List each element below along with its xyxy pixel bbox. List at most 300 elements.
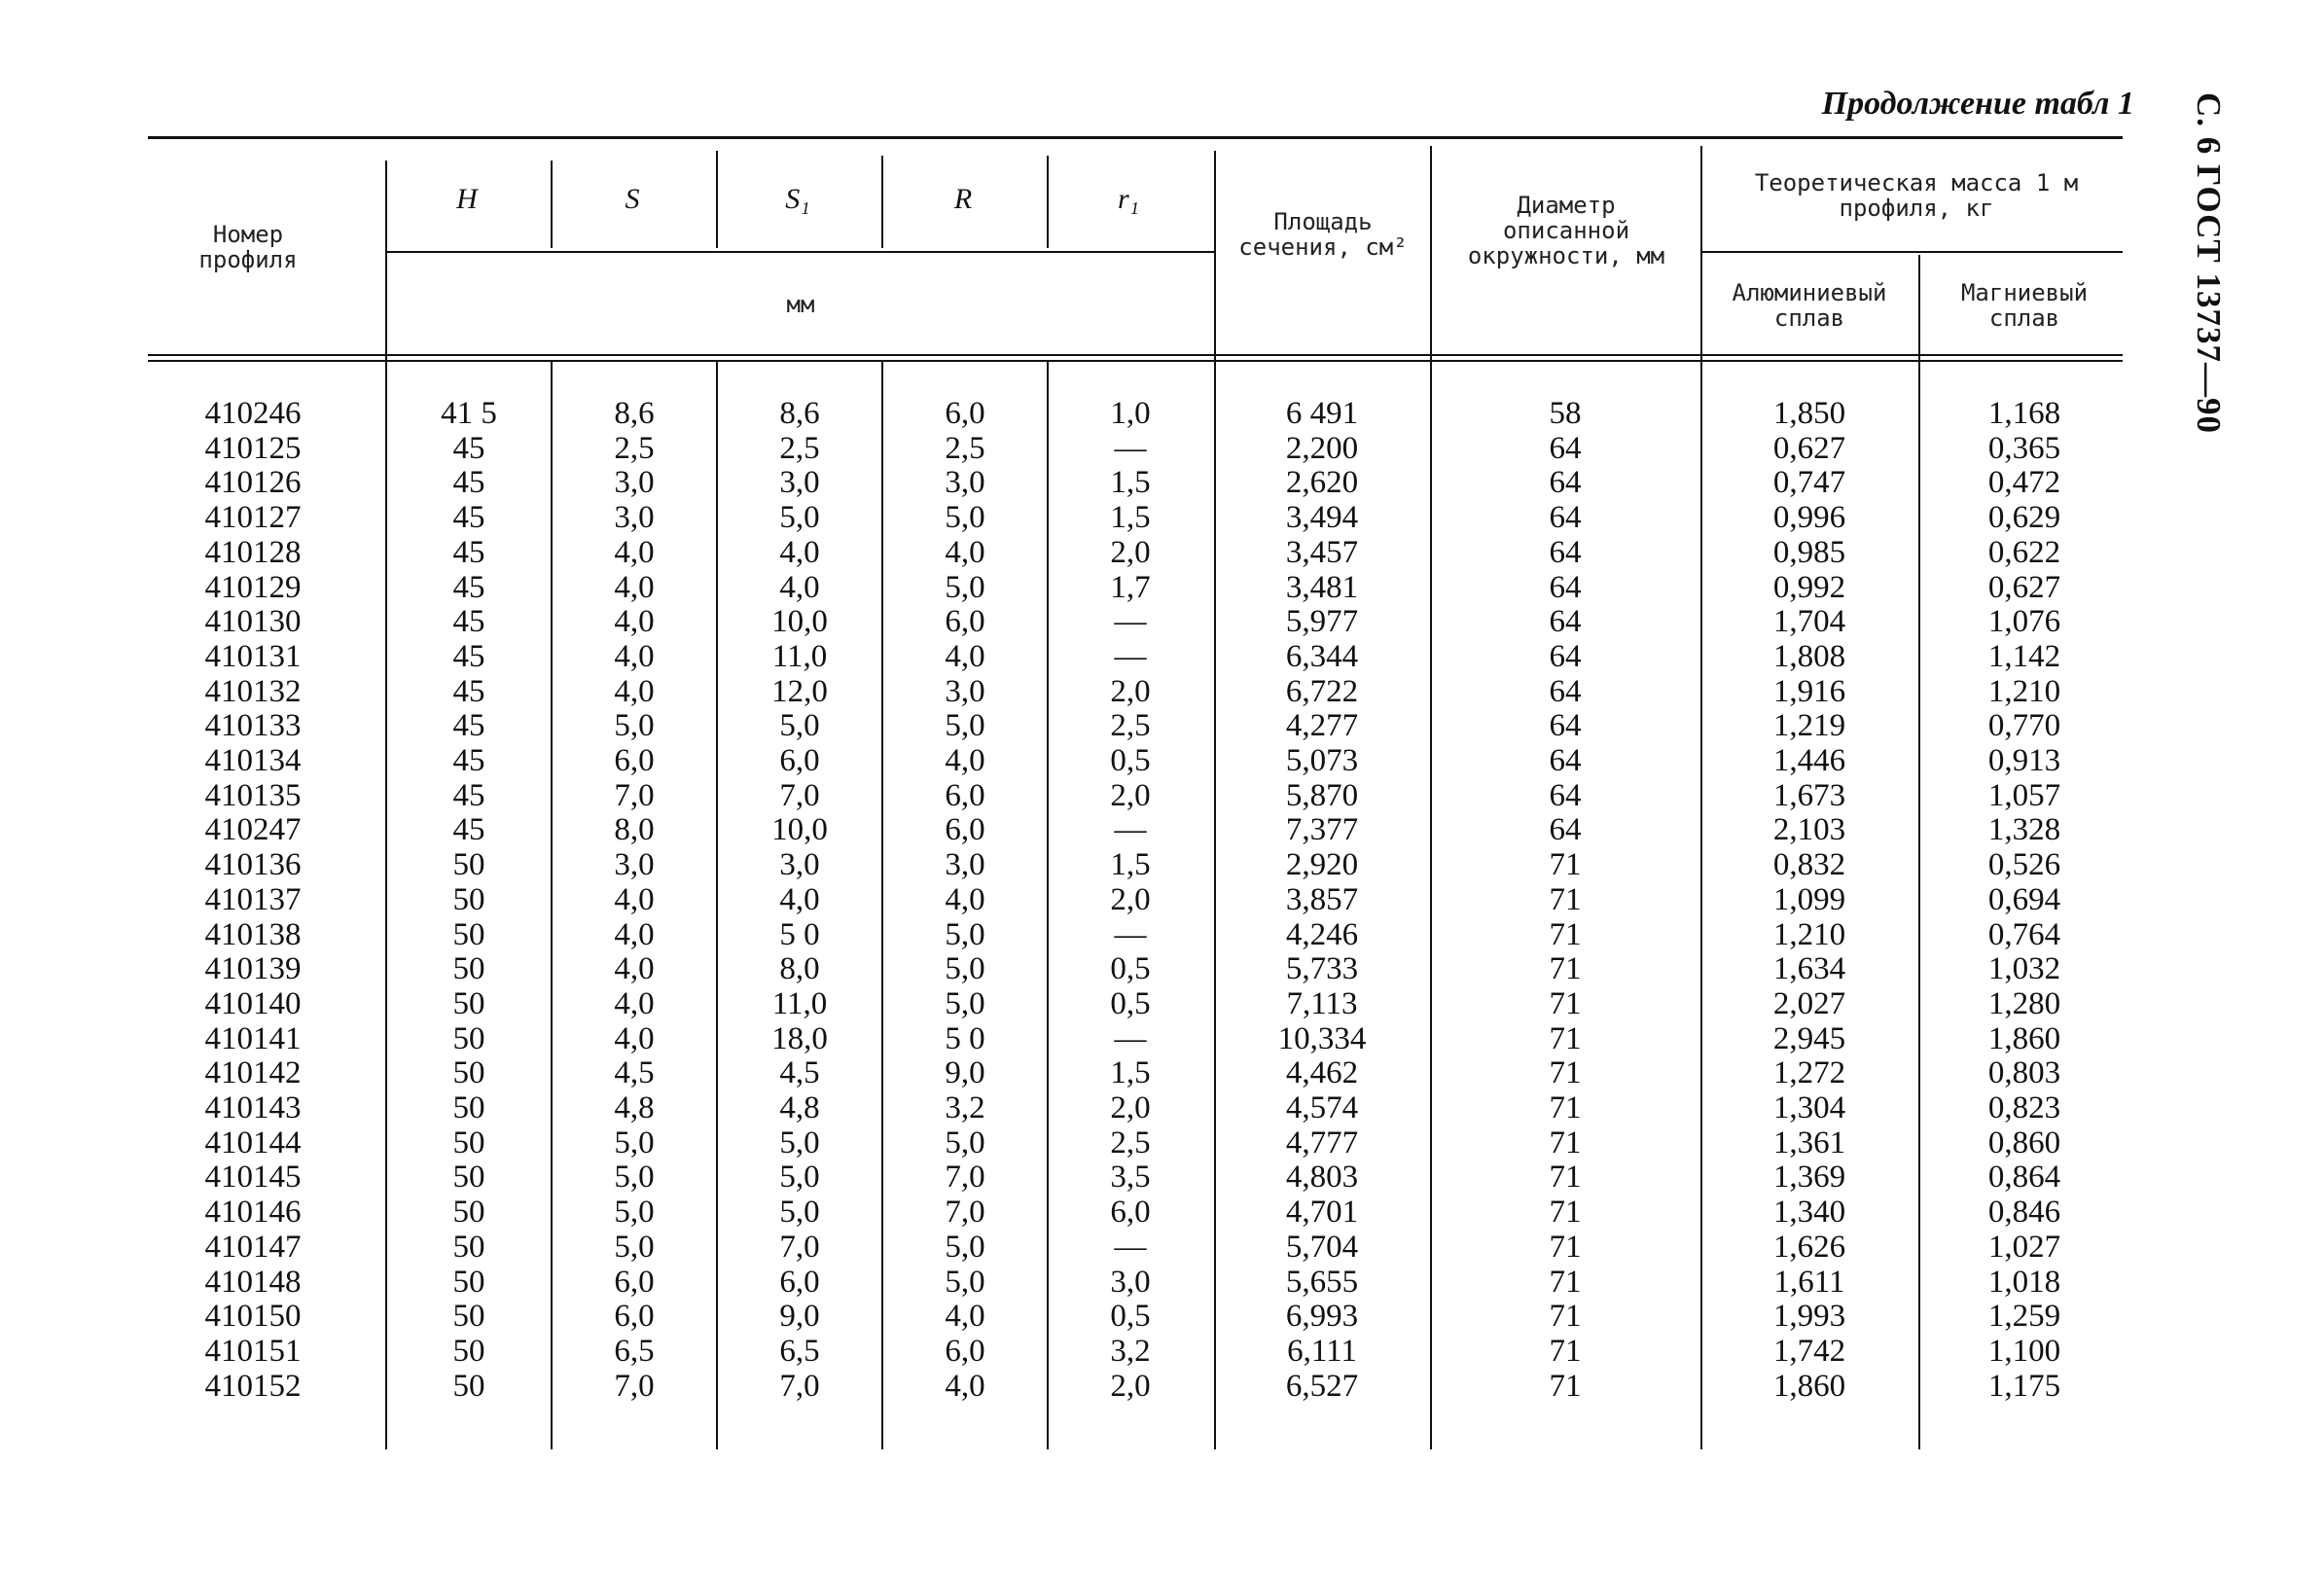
cell-diameter: 64	[1549, 777, 1582, 813]
header-S1: S₁	[785, 183, 810, 215]
cell-S: 3,0	[614, 465, 655, 501]
cell-profile-number: 410141	[204, 1020, 302, 1056]
cell-area: 5,704	[1285, 1229, 1359, 1265]
cell-mass-magnesium: 0,846	[1987, 1195, 2061, 1231]
cell-S: 4,0	[614, 673, 655, 709]
cell-H: 50	[452, 881, 485, 917]
cell-profile-number: 410125	[204, 430, 302, 466]
table-row	[0, 986, 2324, 1021]
cell-area: 5,977	[1285, 604, 1359, 640]
cell-r1: 2,0	[1110, 673, 1151, 709]
cell-area: 7,113	[1286, 985, 1358, 1021]
cell-mass-aluminum: 1,993	[1772, 1299, 1846, 1335]
cell-diameter: 64	[1549, 465, 1582, 501]
cell-mass-magnesium: 1,860	[1987, 1020, 2061, 1056]
cell-R: 3,0	[945, 673, 985, 709]
cell-profile-number: 410128	[204, 534, 302, 570]
header-profile-number: Номер профиля	[198, 221, 298, 273]
cell-S: 3,0	[614, 500, 655, 536]
cell-mass-aluminum: 1,673	[1772, 777, 1846, 813]
cell-diameter: 71	[1549, 1299, 1582, 1335]
cell-R: 5,0	[945, 500, 985, 536]
cell-S1: 6,0	[779, 1264, 820, 1300]
cell-R: 5,0	[945, 916, 985, 952]
table-row	[0, 743, 2324, 778]
cell-mass-aluminum: 1,099	[1772, 881, 1846, 917]
table-top-rule	[148, 136, 2123, 139]
cell-diameter: 71	[1549, 1160, 1582, 1196]
table-row	[0, 847, 2324, 882]
cell-mass-aluminum: 0,832	[1772, 847, 1846, 883]
col-divider-4	[881, 156, 883, 248]
cell-profile-number: 410247	[204, 812, 302, 848]
header-magnesium: Магниевый сплав	[1960, 279, 2089, 332]
cell-R: 3,0	[945, 465, 985, 501]
header-S: S	[625, 183, 640, 215]
cell-H: 50	[452, 1229, 485, 1265]
cell-S: 4,5	[614, 1055, 655, 1091]
cell-area: 2,920	[1285, 847, 1359, 883]
table-continuation-label: Продолжение табл 1	[1821, 86, 2134, 122]
cell-r1: —	[1114, 1020, 1147, 1056]
cell-S: 7,0	[614, 1368, 655, 1404]
cell-diameter: 58	[1549, 396, 1582, 431]
cell-S1: 5,0	[779, 500, 820, 536]
cell-mass-aluminum: 0,996	[1772, 500, 1846, 536]
cell-mass-magnesium: 0,770	[1987, 708, 2061, 744]
cell-S1: 7,0	[779, 1229, 820, 1265]
cell-mass-aluminum: 1,340	[1772, 1195, 1846, 1231]
cell-profile-number: 410146	[204, 1195, 302, 1231]
cell-diameter: 71	[1549, 916, 1582, 952]
cell-R: 4,0	[945, 1368, 985, 1404]
cell-profile-number: 410150	[204, 1299, 302, 1335]
cell-r1: 2,0	[1110, 1368, 1151, 1404]
cell-H: 50	[452, 951, 485, 987]
cell-mass-magnesium: 0,823	[1987, 1090, 2061, 1125]
table-row	[0, 1021, 2324, 1056]
cell-H: 45	[452, 465, 485, 501]
table-row	[0, 951, 2324, 986]
cell-S: 5,0	[614, 1229, 655, 1265]
cell-r1: 1,5	[1110, 847, 1151, 883]
cell-H: 50	[452, 1264, 485, 1300]
cell-mass-magnesium: 0,526	[1987, 847, 2061, 883]
table-row	[0, 1265, 2324, 1300]
table-row	[0, 639, 2324, 674]
cell-R: 6,0	[945, 812, 985, 848]
header-R: R	[953, 183, 973, 215]
header-H: H	[456, 183, 478, 215]
cell-area: 5,870	[1285, 777, 1359, 813]
cell-r1: 3,5	[1110, 1160, 1151, 1196]
cell-S: 4,0	[614, 534, 655, 570]
cell-r1: 0,5	[1110, 985, 1151, 1021]
cell-profile-number: 410152	[204, 1368, 302, 1404]
cell-S1: 3,0	[779, 847, 820, 883]
cell-R: 5 0	[945, 1020, 985, 1056]
cell-H: 50	[452, 1020, 485, 1056]
cell-mass-aluminum: 1,611	[1773, 1264, 1845, 1300]
cell-R: 4,0	[945, 743, 985, 778]
cell-H: 50	[452, 985, 485, 1021]
cell-profile-number: 410136	[204, 847, 302, 883]
cell-r1: 3,2	[1110, 1333, 1151, 1369]
cell-diameter: 71	[1549, 985, 1582, 1021]
cell-diameter: 64	[1549, 743, 1582, 778]
cell-H: 50	[452, 1055, 485, 1091]
cell-diameter: 71	[1549, 951, 1582, 987]
cell-mass-magnesium: 0,365	[1987, 430, 2061, 466]
header-units-mm: мм	[786, 291, 815, 318]
cell-mass-magnesium: 1,168	[1987, 396, 2061, 431]
cell-mass-magnesium: 0,764	[1987, 916, 2061, 952]
cell-area: 5,073	[1285, 743, 1359, 778]
cell-mass-magnesium: 0,803	[1987, 1055, 2061, 1091]
table-row	[0, 778, 2324, 813]
cell-mass-magnesium: 1,328	[1987, 812, 2061, 848]
cell-diameter: 71	[1549, 1229, 1582, 1265]
cell-mass-magnesium: 1,259	[1987, 1299, 2061, 1335]
cell-R: 7,0	[945, 1195, 985, 1231]
cell-r1: 2,0	[1110, 534, 1151, 570]
cell-mass-magnesium: 1,175	[1987, 1368, 2061, 1404]
cell-diameter: 64	[1549, 638, 1582, 674]
cell-diameter: 71	[1549, 1195, 1582, 1231]
cell-diameter: 71	[1549, 847, 1582, 883]
table-row	[0, 882, 2324, 917]
cell-R: 5,0	[945, 569, 985, 605]
cell-H: 50	[452, 916, 485, 952]
cell-r1: —	[1114, 638, 1147, 674]
cell-profile-number: 410151	[204, 1333, 302, 1369]
header-bottom-rule-2	[148, 360, 2123, 362]
cell-r1: 1,0	[1110, 396, 1151, 431]
cell-mass-aluminum: 1,446	[1772, 743, 1846, 778]
cell-area: 4,246	[1285, 916, 1359, 952]
cell-H: 45	[452, 743, 485, 778]
cell-area: 6,722	[1285, 673, 1359, 709]
cell-S: 6,0	[614, 743, 655, 778]
cell-R: 4,0	[945, 1299, 985, 1335]
cell-r1: 2,5	[1110, 708, 1151, 744]
cell-area: 6,344	[1285, 638, 1359, 674]
cell-S1: 8,6	[779, 396, 820, 431]
cell-S: 6,0	[614, 1299, 655, 1335]
cell-S: 4,0	[614, 1020, 655, 1056]
cell-S1: 7,0	[779, 1368, 820, 1404]
cell-S1: 4,0	[779, 881, 820, 917]
cell-mass-magnesium: 1,280	[1987, 985, 2061, 1021]
cell-mass-aluminum: 1,704	[1772, 604, 1846, 640]
cell-H: 50	[452, 1125, 485, 1160]
table-row	[0, 535, 2324, 570]
table-row	[0, 1334, 2324, 1369]
cell-profile-number: 410127	[204, 500, 302, 536]
cell-S1: 4,0	[779, 534, 820, 570]
cell-S: 4,0	[614, 569, 655, 605]
cell-profile-number: 410133	[204, 708, 302, 744]
cell-mass-aluminum: 0,627	[1772, 430, 1846, 466]
cell-mass-aluminum: 2,945	[1772, 1020, 1846, 1056]
cell-H: 45	[452, 430, 485, 466]
cell-profile-number: 410148	[204, 1264, 302, 1300]
cell-area: 6,111	[1287, 1333, 1357, 1369]
cell-r1: —	[1114, 1229, 1147, 1265]
header-r1: r₁	[1117, 183, 1140, 215]
cell-mass-aluminum: 0,747	[1772, 465, 1846, 501]
cell-diameter: 64	[1549, 534, 1582, 570]
cell-S: 6,5	[614, 1333, 655, 1369]
cell-r1: 2,0	[1110, 881, 1151, 917]
cell-H: 50	[452, 1195, 485, 1231]
cell-S1: 6,5	[779, 1333, 820, 1369]
cell-area: 3,457	[1285, 534, 1359, 570]
cell-R: 3,2	[945, 1090, 985, 1125]
cell-R: 4,0	[945, 534, 985, 570]
cell-R: 4,0	[945, 638, 985, 674]
cell-mass-aluminum: 1,808	[1772, 638, 1846, 674]
cell-area: 3,481	[1285, 569, 1359, 605]
cell-S: 5,0	[614, 1125, 655, 1160]
cell-profile-number: 410131	[204, 638, 302, 674]
cell-S: 4,0	[614, 985, 655, 1021]
cell-diameter: 71	[1549, 1333, 1582, 1369]
cell-H: 45	[452, 673, 485, 709]
table-row	[0, 1369, 2324, 1404]
cell-area: 3,857	[1285, 881, 1359, 917]
cell-S: 5,0	[614, 1195, 655, 1231]
table-row	[0, 917, 2324, 952]
cell-mass-magnesium: 1,210	[1987, 673, 2061, 709]
cell-H: 50	[452, 1160, 485, 1196]
cell-r1: —	[1114, 430, 1147, 466]
cell-H: 45	[452, 638, 485, 674]
cell-area: 4,777	[1285, 1125, 1359, 1160]
cell-r1: 1,7	[1110, 569, 1151, 605]
cell-r1: 6,0	[1110, 1195, 1151, 1231]
cell-area: 4,277	[1285, 708, 1359, 744]
cell-S: 7,0	[614, 777, 655, 813]
cell-profile-number: 410137	[204, 881, 302, 917]
cell-mass-magnesium: 1,032	[1987, 951, 2061, 987]
cell-diameter: 64	[1549, 500, 1582, 536]
cell-r1: 0,5	[1110, 1299, 1151, 1335]
cell-profile-number: 410144	[204, 1125, 302, 1160]
cell-S: 6,0	[614, 1264, 655, 1300]
cell-S1: 11,0	[771, 985, 828, 1021]
cell-S: 4,0	[614, 951, 655, 987]
table-row	[0, 465, 2324, 500]
cell-S1: 5,0	[779, 1195, 820, 1231]
col-divider-5	[1047, 156, 1049, 248]
cell-area: 3,494	[1285, 500, 1359, 536]
cell-S1: 3,0	[779, 465, 820, 501]
cell-r1: 1,5	[1110, 465, 1151, 501]
cell-S1: 4,8	[779, 1090, 820, 1125]
cell-S1: 5,0	[779, 708, 820, 744]
cell-S1: 10,0	[771, 604, 828, 640]
cell-r1: 1,5	[1110, 1055, 1151, 1091]
cell-mass-magnesium: 0,627	[1987, 569, 2061, 605]
cell-diameter: 64	[1549, 569, 1582, 605]
cell-H: 45	[452, 604, 485, 640]
cell-R: 9,0	[945, 1055, 985, 1091]
cell-H: 45	[452, 500, 485, 536]
cell-S1: 5,0	[779, 1125, 820, 1160]
cell-area: 5,655	[1285, 1264, 1359, 1300]
cell-S1: 9,0	[779, 1299, 820, 1335]
cell-area: 4,574	[1285, 1090, 1359, 1125]
cell-mass-aluminum: 1,219	[1772, 708, 1846, 744]
cell-mass-magnesium: 0,864	[1987, 1160, 2061, 1196]
cell-r1: 3,0	[1110, 1264, 1151, 1300]
header-bottom-rule-1	[148, 354, 2123, 356]
cell-S1: 8,0	[779, 951, 820, 987]
cell-diameter: 71	[1549, 1125, 1582, 1160]
cell-diameter: 64	[1549, 708, 1582, 744]
header-mid-rule-mm	[387, 251, 1216, 253]
cell-area: 10,334	[1277, 1020, 1367, 1056]
cell-profile-number: 410145	[204, 1160, 302, 1196]
cell-H: 50	[452, 847, 485, 883]
cell-S1: 4,0	[779, 569, 820, 605]
cell-S1: 10,0	[771, 812, 828, 848]
cell-S: 2,5	[614, 430, 655, 466]
cell-R: 2,5	[945, 430, 985, 466]
cell-diameter: 64	[1549, 430, 1582, 466]
cell-H: 50	[452, 1090, 485, 1125]
header-mid-rule-mass	[1702, 251, 2123, 253]
table-row	[0, 812, 2324, 847]
cell-area: 2,200	[1285, 430, 1359, 466]
cell-S: 8,6	[614, 396, 655, 431]
cell-mass-aluminum: 1,850	[1772, 396, 1846, 431]
header-area: Площадь сечения, см²	[1238, 208, 1408, 261]
cell-diameter: 64	[1549, 673, 1582, 709]
table-row	[0, 500, 2324, 535]
cell-r1: 2,0	[1110, 777, 1151, 813]
cell-area: 5,733	[1285, 951, 1359, 987]
cell-r1: 2,5	[1110, 1125, 1151, 1160]
cell-profile-number: 410142	[204, 1055, 302, 1091]
cell-area: 2,620	[1285, 465, 1359, 501]
cell-R: 5,0	[945, 1264, 985, 1300]
table-row	[0, 604, 2324, 639]
cell-diameter: 71	[1549, 1368, 1582, 1404]
cell-H: 45	[452, 812, 485, 848]
cell-S: 5,0	[614, 1160, 655, 1196]
cell-mass-aluminum: 1,272	[1772, 1055, 1846, 1091]
cell-diameter: 71	[1549, 1090, 1582, 1125]
cell-S1: 6,0	[779, 743, 820, 778]
cell-diameter: 64	[1549, 812, 1582, 848]
cell-r1: —	[1114, 812, 1147, 848]
cell-R: 6,0	[945, 604, 985, 640]
cell-profile-number: 410138	[204, 916, 302, 952]
table-row	[0, 1299, 2324, 1334]
cell-area: 4,462	[1285, 1055, 1359, 1091]
cell-diameter: 71	[1549, 1020, 1582, 1056]
cell-S: 4,0	[614, 604, 655, 640]
cell-r1: 0,5	[1110, 743, 1151, 778]
header-aluminum: Алюминиевый сплав	[1732, 279, 1887, 332]
cell-R: 5,0	[945, 1229, 985, 1265]
cell-S: 8,0	[614, 812, 655, 848]
cell-area: 4,701	[1285, 1195, 1359, 1231]
cell-profile-number: 410129	[204, 569, 302, 605]
cell-mass-aluminum: 1,304	[1772, 1090, 1846, 1125]
cell-R: 6,0	[945, 777, 985, 813]
cell-diameter: 71	[1549, 881, 1582, 917]
cell-mass-aluminum: 0,992	[1772, 569, 1846, 605]
cell-R: 5,0	[945, 1125, 985, 1160]
table-row	[0, 1090, 2324, 1125]
header-mass-group: Теоретическая масса 1 м профиля, кг	[1754, 169, 2079, 222]
cell-mass-aluminum: 1,361	[1772, 1125, 1846, 1160]
cell-H: 50	[452, 1368, 485, 1404]
cell-mass-magnesium: 1,076	[1987, 604, 2061, 640]
table-row	[0, 1055, 2324, 1090]
cell-H: 45	[452, 534, 485, 570]
cell-S1: 18,0	[771, 1020, 828, 1056]
cell-profile-number: 410130	[204, 604, 302, 640]
cell-mass-magnesium: 0,622	[1987, 534, 2061, 570]
cell-profile-number: 410135	[204, 777, 302, 813]
cell-S: 5,0	[614, 708, 655, 744]
cell-area: 6 491	[1285, 396, 1359, 431]
cell-mass-magnesium: 1,057	[1987, 777, 2061, 813]
cell-S1: 12,0	[771, 673, 828, 709]
cell-S: 4,8	[614, 1090, 655, 1125]
cell-R: 6,0	[945, 396, 985, 431]
cell-mass-aluminum: 1,860	[1772, 1368, 1846, 1404]
cell-mass-aluminum: 1,626	[1772, 1229, 1846, 1265]
cell-mass-aluminum: 2,027	[1772, 985, 1846, 1021]
cell-mass-magnesium: 0,629	[1987, 500, 2061, 536]
cell-S1: 11,0	[771, 638, 828, 674]
table-row	[0, 1125, 2324, 1160]
header-diameter: Диаметр описанной окружности, мм	[1467, 192, 1665, 269]
cell-mass-magnesium: 1,142	[1987, 638, 2061, 674]
cell-R: 5,0	[945, 985, 985, 1021]
cell-S1: 4,5	[779, 1055, 820, 1091]
cell-diameter: 64	[1549, 604, 1582, 640]
cell-mass-aluminum: 2,103	[1772, 812, 1846, 848]
cell-r1: —	[1114, 604, 1147, 640]
cell-mass-magnesium: 0,860	[1987, 1125, 2061, 1160]
cell-H: 45	[452, 777, 485, 813]
cell-R: 7,0	[945, 1160, 985, 1196]
table-row	[0, 1195, 2324, 1230]
cell-mass-magnesium: 0,913	[1987, 743, 2061, 778]
table-row	[0, 1160, 2324, 1195]
cell-r1: 2,0	[1110, 1090, 1151, 1125]
running-title: С. 6 ГОСТ 13737—90	[2190, 92, 2228, 434]
table-row	[0, 674, 2324, 709]
cell-H: 50	[452, 1299, 485, 1335]
cell-mass-aluminum: 1,634	[1772, 951, 1846, 987]
cell-mass-magnesium: 0,472	[1987, 465, 2061, 501]
table-row	[0, 396, 2324, 431]
col-divider-3	[716, 151, 718, 248]
cell-area: 4,803	[1285, 1160, 1359, 1196]
cell-R: 4,0	[945, 881, 985, 917]
cell-profile-number: 410140	[204, 985, 302, 1021]
cell-R: 5,0	[945, 708, 985, 744]
cell-mass-aluminum: 1,210	[1772, 916, 1846, 952]
table-row	[0, 570, 2324, 605]
